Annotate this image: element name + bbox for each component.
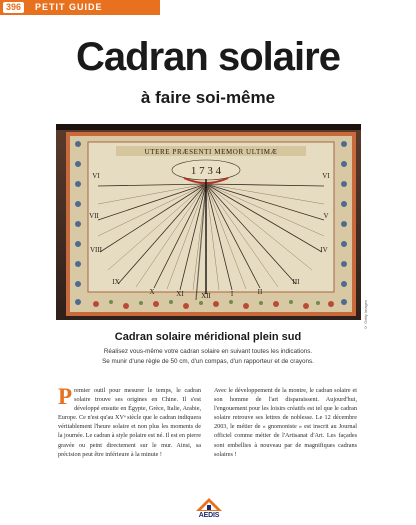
- body-text-left: remier outil pour mesurer le temps, le cadran solaire trouve ses origines en Chine. Il s'est développé ensuite en Égypte, Grèce, Italie, Arabie, Europe. Ce n'est qu'au XVᵉ siècle que le cadran indiquera véritablement l'heure solaire et non plus les moments de la journée. Le cadran à style polaire est né. Il est en pierre gravée ou peint directement sur le mur. Ainsi, sa précision peut être inférieure à la minute !: [58, 387, 201, 458]
- header-band: [0, 0, 416, 15]
- caption-title: Cadran solaire méridional plein sud: [114, 331, 302, 343]
- hour-label: IV: [320, 246, 328, 254]
- sundial-photo: [56, 124, 361, 320]
- series-name: PETIT GUIDE: [35, 2, 103, 12]
- series-banner: [0, 0, 160, 15]
- hour-label: XI: [176, 290, 184, 298]
- photo-credit: © Getty Images: [363, 300, 368, 330]
- hour-label: II: [257, 288, 263, 296]
- caption-line: Réalisez vous-même votre cadran solaire en suivant toutes les indications.: [103, 348, 313, 355]
- page-subtitle: à faire soi-même: [140, 88, 276, 107]
- publisher-name: AEDIS: [198, 512, 220, 519]
- caption-line: Se munir d'une règle de 50 cm, d'un compas, d'un rapporteur et de crayons.: [102, 358, 314, 365]
- hour-label: VI: [322, 172, 330, 180]
- hour-label: III: [292, 278, 300, 286]
- hour-label: V: [323, 212, 329, 220]
- body-column-right: [214, 386, 357, 459]
- hour-label: VII: [89, 212, 99, 220]
- page-number: 396: [3, 2, 24, 13]
- drop-cap: P: [58, 384, 73, 409]
- hour-label: XII: [201, 292, 211, 300]
- page-title: Cadran solaire: [76, 35, 340, 79]
- sundial-motto: UTERE PRÆSENTI MEMOR ULTIMÆ: [144, 148, 278, 156]
- hour-label: X: [149, 288, 155, 296]
- body-text-right: Avec le développement de la montre, le cadran solaire et son homme de l'art disparaissent. Aujourd'hui, l'engouement pour les loisirs créatifs est tel que le cadran solaire retrouve ses lettres de noblesse. Le 12 décembre 2003, le métier de « gnomoniste » est inscrit au Journal officiel comme métier de l'Artisanat d'Art. Les façades sont embellies à nouveau par de magnifiques cadrans solaires !: [214, 387, 357, 458]
- sundial-year: 1 7 3 4: [190, 165, 222, 177]
- sundial-illustration: [56, 124, 361, 320]
- hour-label: IX: [112, 278, 120, 286]
- hour-label: VI: [92, 172, 100, 180]
- body-column-left: [58, 386, 201, 459]
- hour-label: I: [230, 290, 234, 298]
- hour-label: VIII: [89, 246, 103, 254]
